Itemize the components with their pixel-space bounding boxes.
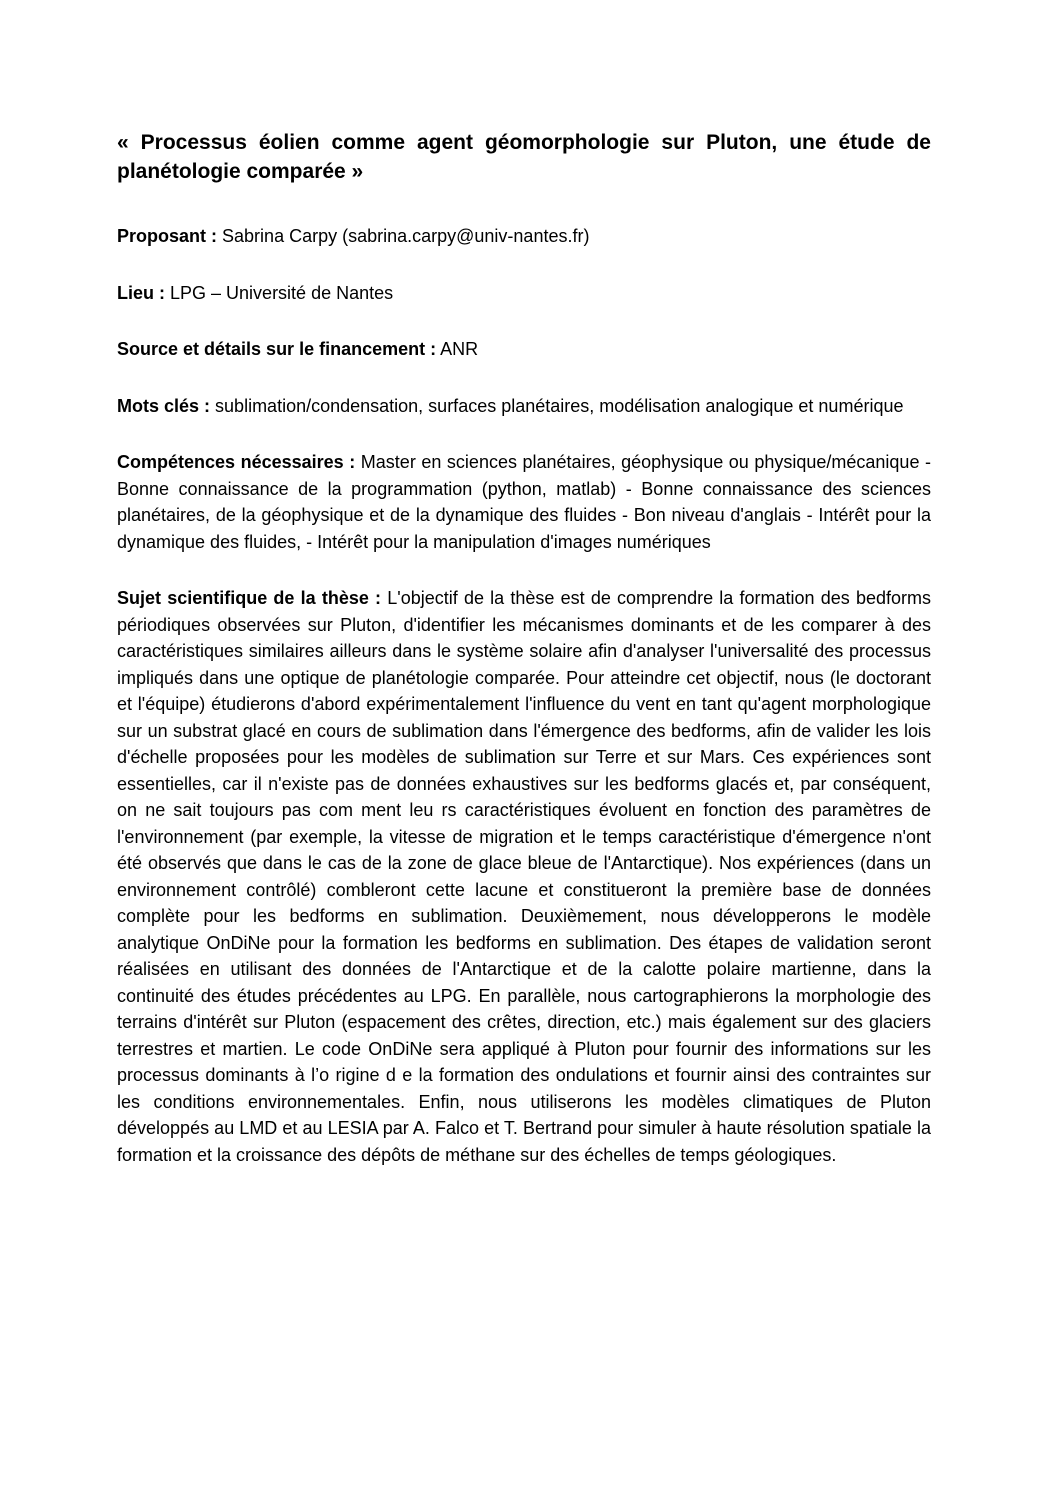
field-proposant-label: Proposant : bbox=[117, 226, 218, 246]
field-financement-value: ANR bbox=[440, 339, 479, 359]
field-sujet-scientifique-label: Sujet scientifique de la thèse : bbox=[117, 588, 382, 608]
field-mots-cles bbox=[117, 393, 931, 420]
field-financement-label: Source et détails sur le financement : bbox=[117, 339, 437, 359]
document-content bbox=[117, 128, 931, 1198]
field-competences-label: Compétences nécessaires : bbox=[117, 452, 356, 472]
field-financement bbox=[117, 336, 931, 363]
field-competences bbox=[117, 449, 931, 555]
field-mots-cles-value: sublimation/condensation, surfaces planétaires, modélisation analogique et numérique bbox=[215, 395, 904, 416]
field-competences-value: Master en sciences planétaires, géophysique ou physique/mécanique - Bonne connaissance de la programmation (python, matlab) - Bonne connaissance des sciences planétaires, de la géophysique et de la dynamique des fluides - Bon niveau d'anglais - Intérêt pour la dynamique des fluides, - Intérêt pour la manipulation d'images numériques bbox=[117, 452, 931, 552]
field-lieu-value: LPG – Université de Nantes bbox=[170, 282, 394, 303]
field-sujet-scientifique bbox=[117, 585, 931, 1168]
field-lieu bbox=[117, 280, 931, 307]
field-mots-cles-label: Mots clés : bbox=[117, 395, 211, 416]
field-lieu-label: Lieu : bbox=[117, 282, 165, 303]
field-sujet-scientifique-value: L'objectif de la thèse est de comprendre la formation des bedforms périodiques observées sur Pluton, d'identifier les mécanismes dominants et de les comparer à des caractéristiques similaires ailleurs dans le système solaire afin d'analyser l'universalité des processus impliqués dans une optique de planétologie comparée. Pour atteindre cet objectif, nous (le doctorant et l'équipe) étudierons d'abord expérimentalement l'influence du vent en tant qu'agent morphologique sur un substrat glacé en cours de sublimation dans l'émergence des bedforms, afin de valider les lois d'échelle proposées pour les modèles de sublimation sur Terre et sur Mars. Ces expériences sont essentielles, car il n'existe pas de données exhaustives sur les bedforms glacés et, par conséquent, on ne sait toujours pas com ment leu rs caractéristiques évoluent en fonction des paramètres de l'environnement (par exemple, la vitesse de migration et le temps caractéristique d'émergence n'ont été observés que dans le cas de la zone de glace bleue de l'Antarctique). Nos expériences (dans un environnement contrôlé) combleront cette lacune et constitueront la première base de données complète pour les bedforms en sublimation. Deuxièmement, nous développerons le modèle analytique OnDiNe pour la formation les bedforms en sublimation. Des étapes de validation seront réalisées en utilisant des données de l'Antarctique et de la calotte polaire martienne, dans la continuité des études précédentes au LPG. En parallèle, nous cartographierons la morphologie des terrains d'intérêt sur Pluton (espacement des crêtes, direction, etc.) mais également sur des glaciers terrestres et martien. Le code OnDiNe sera appliqué à Pluton pour fournir des informations sur les processus dominants à l’o rigine d e la formation des ondulations et fournir ainsi des contraintes sur les conditions environnementales. Enfin, nous utiliserons les modèles climatiques de Pluton développés au LMD et au LESIA par A. Falco et T. Bertrand pour simuler à haute résolution spatiale la formation et la croissance des dépôts de méthane sur des échelles de temps géologiques. bbox=[117, 588, 931, 1165]
field-proposant bbox=[117, 223, 931, 250]
field-proposant-value: Sabrina Carpy (sabrina.carpy@univ-nantes.fr) bbox=[222, 226, 590, 246]
document-title: « Processus éolien comme agent géomorphologie sur Pluton, une étude de planétologie comparée » bbox=[117, 131, 931, 183]
